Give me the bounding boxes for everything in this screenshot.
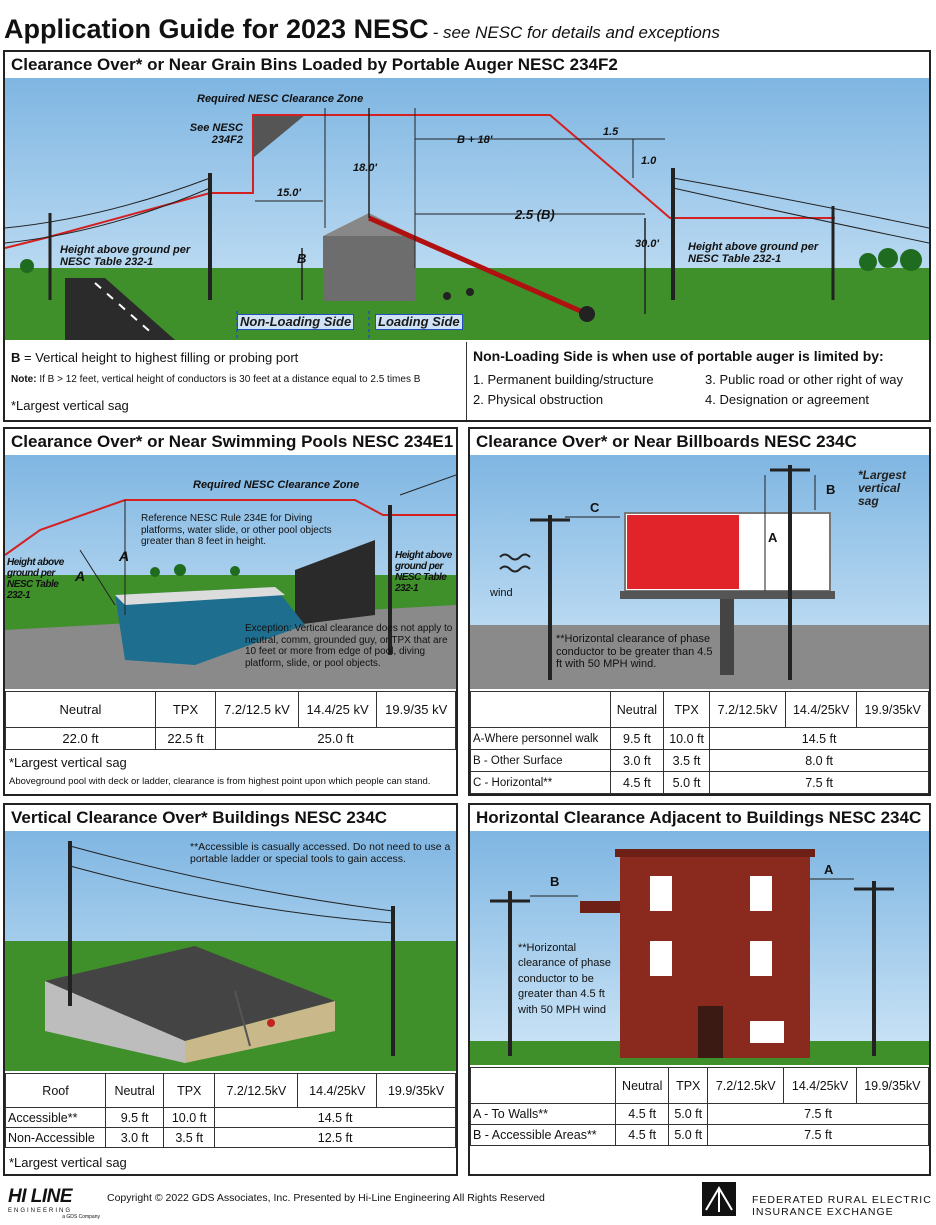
table-row: A-Where personnel walk 9.5 ft 10.0 ft 14.5 ft: [471, 728, 929, 750]
table-row: Accessible** 9.5 ft 10.0 ft 14.5 ft: [6, 1108, 456, 1128]
pools-illustration: [5, 455, 456, 689]
grain-sag-note: *Largest vertical sag: [11, 398, 129, 413]
bb-col-72: 7.2/12.5kV: [710, 692, 786, 728]
vert-col-144: 14.4/25kV: [298, 1074, 377, 1108]
vert-col-neutral: Neutral: [106, 1074, 164, 1108]
federated-logo: [700, 1180, 932, 1220]
billboards-illustration: [470, 455, 929, 689]
hz-col-199: 19.9/35kV: [856, 1068, 928, 1104]
title-sub: - see NESC for details and exceptions: [432, 23, 720, 42]
hiline-logo-text: HI LINE: [8, 1186, 73, 1207]
horizontal-table: [470, 1067, 929, 1146]
hz-col-neutral: Neutral: [616, 1068, 669, 1104]
pool-a-label-1: A: [119, 548, 130, 564]
pool-sag-note: *Largest vertical sag: [9, 755, 127, 770]
table-row: A - To Walls** 4.5 ft 5.0 ft 7.5 ft: [471, 1104, 929, 1125]
pool-height-right: Height above ground per NESC Table 232-1: [395, 550, 452, 594]
federated-emblem-icon: [700, 1180, 740, 1220]
hz-col-tpx: TPX: [669, 1068, 708, 1104]
condition-4: 4. Designation or agreement: [705, 392, 870, 407]
d180-label: 18.0': [353, 162, 378, 174]
hiline-logo-sub2: a GDS Company: [62, 1214, 100, 1220]
condition-3: 3. Public road or other right of way: [705, 372, 903, 387]
grain-notes: [5, 342, 467, 420]
bb-col-144: 14.4/25kV: [785, 692, 857, 728]
vertical-sag-note: *Largest vertical sag: [9, 1155, 127, 1170]
d25b-label: 2.5 (B): [515, 207, 555, 222]
pool-exception-note: Exception: Vertical clearance does not apply to neutral, comm, grounded guy, or TPX that are 10 feet or more from edge of pool, diving platform, slide, or pool objects.: [245, 623, 453, 669]
grain-bin-panel: [3, 50, 931, 422]
billboard-c-label: C: [590, 500, 600, 515]
height-left-label: Height above ground per NESC Table 232-1: [60, 244, 191, 269]
billboard-b-label: B: [826, 482, 836, 497]
height-right-label: Height above ground per NESC Table 232-1: [688, 241, 819, 266]
vertical-table: [5, 1073, 456, 1148]
table-row: C - Horizontal** 4.5 ft 5.0 ft 7.5 ft: [471, 772, 929, 794]
b18-label: B + 18': [457, 134, 493, 146]
horizontal-header: Horizontal Clearance Adjacent to Buildings NESC 234C: [470, 805, 929, 833]
billboard-a-label: A: [768, 530, 778, 545]
vertical-accessible-note: **Accessible is casually accessed. Do not need to use a portable ladder or special tools to gain access.: [190, 841, 451, 866]
hiline-logo: [8, 1186, 100, 1220]
non-loading-title: Non-Loading Side is when use of portable auger is limited by:: [473, 348, 884, 364]
loading-label: Loading Side: [375, 314, 463, 330]
hz-col-144: 14.4/25kV: [784, 1068, 856, 1104]
non-loading-conditions: [469, 342, 929, 420]
table-row: B - Other Surface 3.0 ft 3.5 ft 8.0 ft: [471, 750, 929, 772]
copyright-text: Copyright © 2022 GDS Associates, Inc. Presented by Hi-Line Engineering All Rights Reserved: [107, 1192, 545, 1204]
non-loading-label: Non-Loading Side: [237, 314, 354, 330]
billboard-sag-label: *Largest vertical sag: [858, 468, 907, 509]
pool-val-neutral: 22.0 ft: [6, 728, 156, 750]
hiline-logo-sub: ENGINEERING: [8, 1208, 73, 1214]
bb-col-tpx: TPX: [663, 692, 709, 728]
grain-bin-illustration: [5, 78, 929, 340]
pool-a-label-2: A: [75, 568, 86, 584]
table-row: Non-Accessible 3.0 ft 3.5 ft 12.5 ft: [6, 1128, 456, 1148]
grain-note: Note: If B > 12 feet, vertical height of conductors is 30 feet at a distance equal to 2.5 times B: [11, 374, 421, 385]
horizontal-panel: [468, 803, 931, 1176]
title-main: Application Guide for 2023 NESC: [4, 14, 429, 44]
zone-label: Required NESC Clearance Zone: [197, 93, 364, 105]
vert-col-roof: Roof: [6, 1074, 106, 1108]
hz-col-72: 7.2/12.5kV: [708, 1068, 784, 1104]
vertical-header: Vertical Clearance Over* Buildings NESC 234C: [5, 805, 456, 833]
pool-val-tpx: 22.5 ft: [156, 728, 216, 750]
horizontal-illustration: [470, 831, 929, 1065]
vert-col-72: 7.2/12.5kV: [215, 1074, 298, 1108]
d300-label: 30.0': [635, 238, 660, 250]
vertical-drawing: [5, 831, 456, 1071]
b-letter: B: [11, 350, 21, 365]
pool-deck-note: Aboveground pool with deck or ladder, clearance is from highest point upon which people can stand.: [9, 776, 431, 787]
federated-line-1: FEDERATED RURAL ELECTRIC: [752, 1194, 932, 1206]
d15-label: 1.5: [603, 126, 619, 138]
grain-bin-header: Clearance Over* or Near Grain Bins Loaded by Portable Auger NESC 234F2: [5, 52, 929, 80]
wind-label: wind: [490, 587, 513, 599]
vert-col-199: 19.9/35kV: [377, 1074, 456, 1108]
pool-val-kv: 25.0 ft: [216, 728, 456, 750]
pool-col-144: 14.4/25 kV: [298, 692, 377, 728]
d10-label: 1.0: [641, 155, 657, 167]
vert-col-tpx: TPX: [164, 1074, 215, 1108]
pools-panel: [3, 427, 458, 796]
page-title: [4, 14, 720, 45]
pool-height-left: Height above ground per NESC Table 232-1: [7, 557, 64, 601]
vertical-panel: [3, 803, 458, 1176]
see-nesc-label: See NESC 234F2: [189, 122, 243, 147]
pool-col-tpx: TPX: [156, 692, 216, 728]
pool-ref-note: Reference NESC Rule 234E for Diving platforms, water slide, or other pool objects greater than 8 feet in height.: [141, 513, 332, 547]
pools-table: [5, 691, 456, 750]
d150-label: 15.0': [277, 187, 302, 199]
horiz-note: **Horizontal clearance of phase conductor to be greater than 4.5 ft with 50 MPH wind: [518, 942, 611, 1016]
billboards-header: Clearance Over* or Near Billboards NESC 234C: [470, 429, 929, 457]
billboards-panel: [468, 427, 931, 796]
pool-zone-label: Required NESC Clearance Zone: [193, 479, 360, 491]
vertical-illustration: [5, 831, 456, 1071]
table-row: B - Accessible Areas** 4.5 ft 5.0 ft 7.5 ft: [471, 1125, 929, 1146]
pool-col-72: 7.2/12.5 kV: [216, 692, 299, 728]
billboard-horiz-note: **Horizontal clearance of phase conductor to be greater than 4.5 ft with 50 MPH wind.: [556, 633, 713, 671]
condition-2: 2. Physical obstruction: [473, 392, 604, 407]
federated-line-2: INSURANCE EXCHANGE: [752, 1206, 894, 1218]
billboards-table: [470, 691, 929, 794]
horiz-a-label: A: [824, 862, 834, 877]
pool-col-199: 19.9/35 kV: [377, 692, 456, 728]
b-definition: B = Vertical height to highest filling or probing port: [11, 350, 299, 365]
pool-col-neutral: Neutral: [6, 692, 156, 728]
grain-bin-drawing: [5, 78, 929, 340]
pools-header: Clearance Over* or Near Swimming Pools NESC 234E1: [5, 429, 456, 457]
horiz-b-label: B: [550, 874, 560, 889]
bb-col-199: 19.9/35kV: [857, 692, 929, 728]
bb-col-neutral: Neutral: [611, 692, 664, 728]
b-dim-label: B: [297, 251, 307, 266]
condition-1: 1. Permanent building/structure: [473, 372, 654, 387]
